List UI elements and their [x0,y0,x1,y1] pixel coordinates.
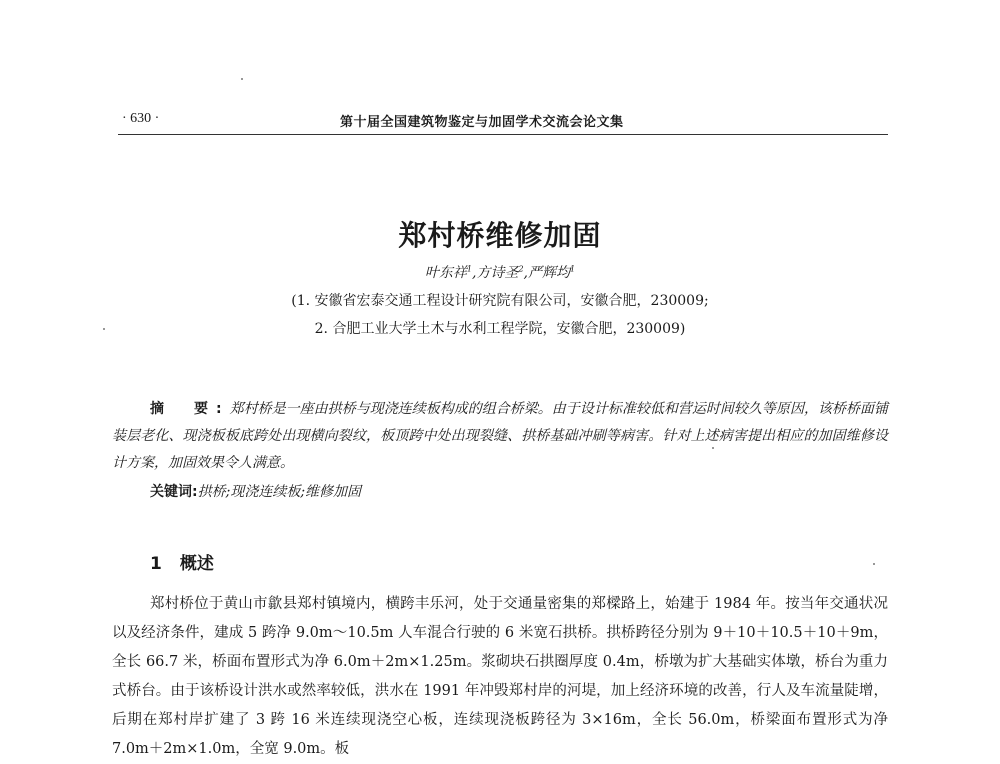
author-name: 严辉均 [528,265,570,281]
section-number: 1 [150,554,162,574]
scan-speck [241,78,243,80]
keywords-text: 拱桥;现浇连续板;维修加固 [197,484,362,500]
affiliation-2: 2. 合肥工业大学土木与水利工程学院，安徽合肥，230009) [314,321,686,337]
author-affiliation-mark: 2 [518,264,524,274]
keywords [150,481,361,501]
keywords-label: 关键词: [150,484,198,500]
journal-title: 第十届全国建筑物鉴定与加固学术交流会论文集 [340,115,624,130]
body-text [112,590,888,764]
author-name: 叶东祥 [424,265,467,281]
header-rule [118,134,888,135]
paragraph: 郑村桥位于黄山市歙县郑村镇境内，横跨丰乐河，处于交通量密集的郑樑路上，始建于 1984 年。按当年交通状况以及经济条件，建成 5 跨净 9.0m～10.5m 人车混合行驶的 6 米宽石拱桥。拱桥跨径分别为 9＋10＋10.5＋10＋9m，全长 66.7 米，桥面布置形式为净 6.0m＋2m×1.25m。浆砌块石拱圈厚度 0.4m，桥墩为扩大基础实体墩，桥台为重力式桥台。由于该桥设计洪水或然率较低，洪水在 1991 年冲毁郑村岸的河堤，加上经济环境的改善，行人及车流量陡增，后期在郑村岸扩建了 3 跨 16 米连续现浇空心板，连续现浇板跨径为 3×16m，全长 56.0m，桥梁面布置形式为净 7.0m＋2m×1.0m，全宽 9.0m。板 [112,596,888,757]
page-number: · 630 · [122,111,160,126]
abstract-text: 郑村桥是一座由拱桥与现浇连续板构成的组合桥梁。由于设计标准较低和营运时间较久等原因，该桥桥面铺装层老化、现浇板板底跨处出现横向裂纹，板顶跨中处出现裂缝、拱桥基础冲刷等病害。针对上述病害提出相应的加固维修设计方案，加固效果令人满意。 [112,401,888,471]
affiliation-1: (1. 安徽省宏泰交通工程设计研究院有限公司，安徽合肥，230009; [291,293,709,309]
author-name: 方诗圣 [476,265,519,281]
section-heading [150,549,214,574]
article-title: 郑村桥维修加固 [398,219,602,252]
section-title: 概述 [179,554,214,574]
author-affiliation-mark: 1 [570,264,576,274]
abstract-label: 摘 要: [150,401,230,417]
author-affiliation-mark: 1 [466,264,472,274]
abstract [112,396,888,477]
scan-speck [873,563,875,565]
author-line: 叶东祥$^1$,方诗圣$^2$,严辉均$^1$ [424,264,576,281]
